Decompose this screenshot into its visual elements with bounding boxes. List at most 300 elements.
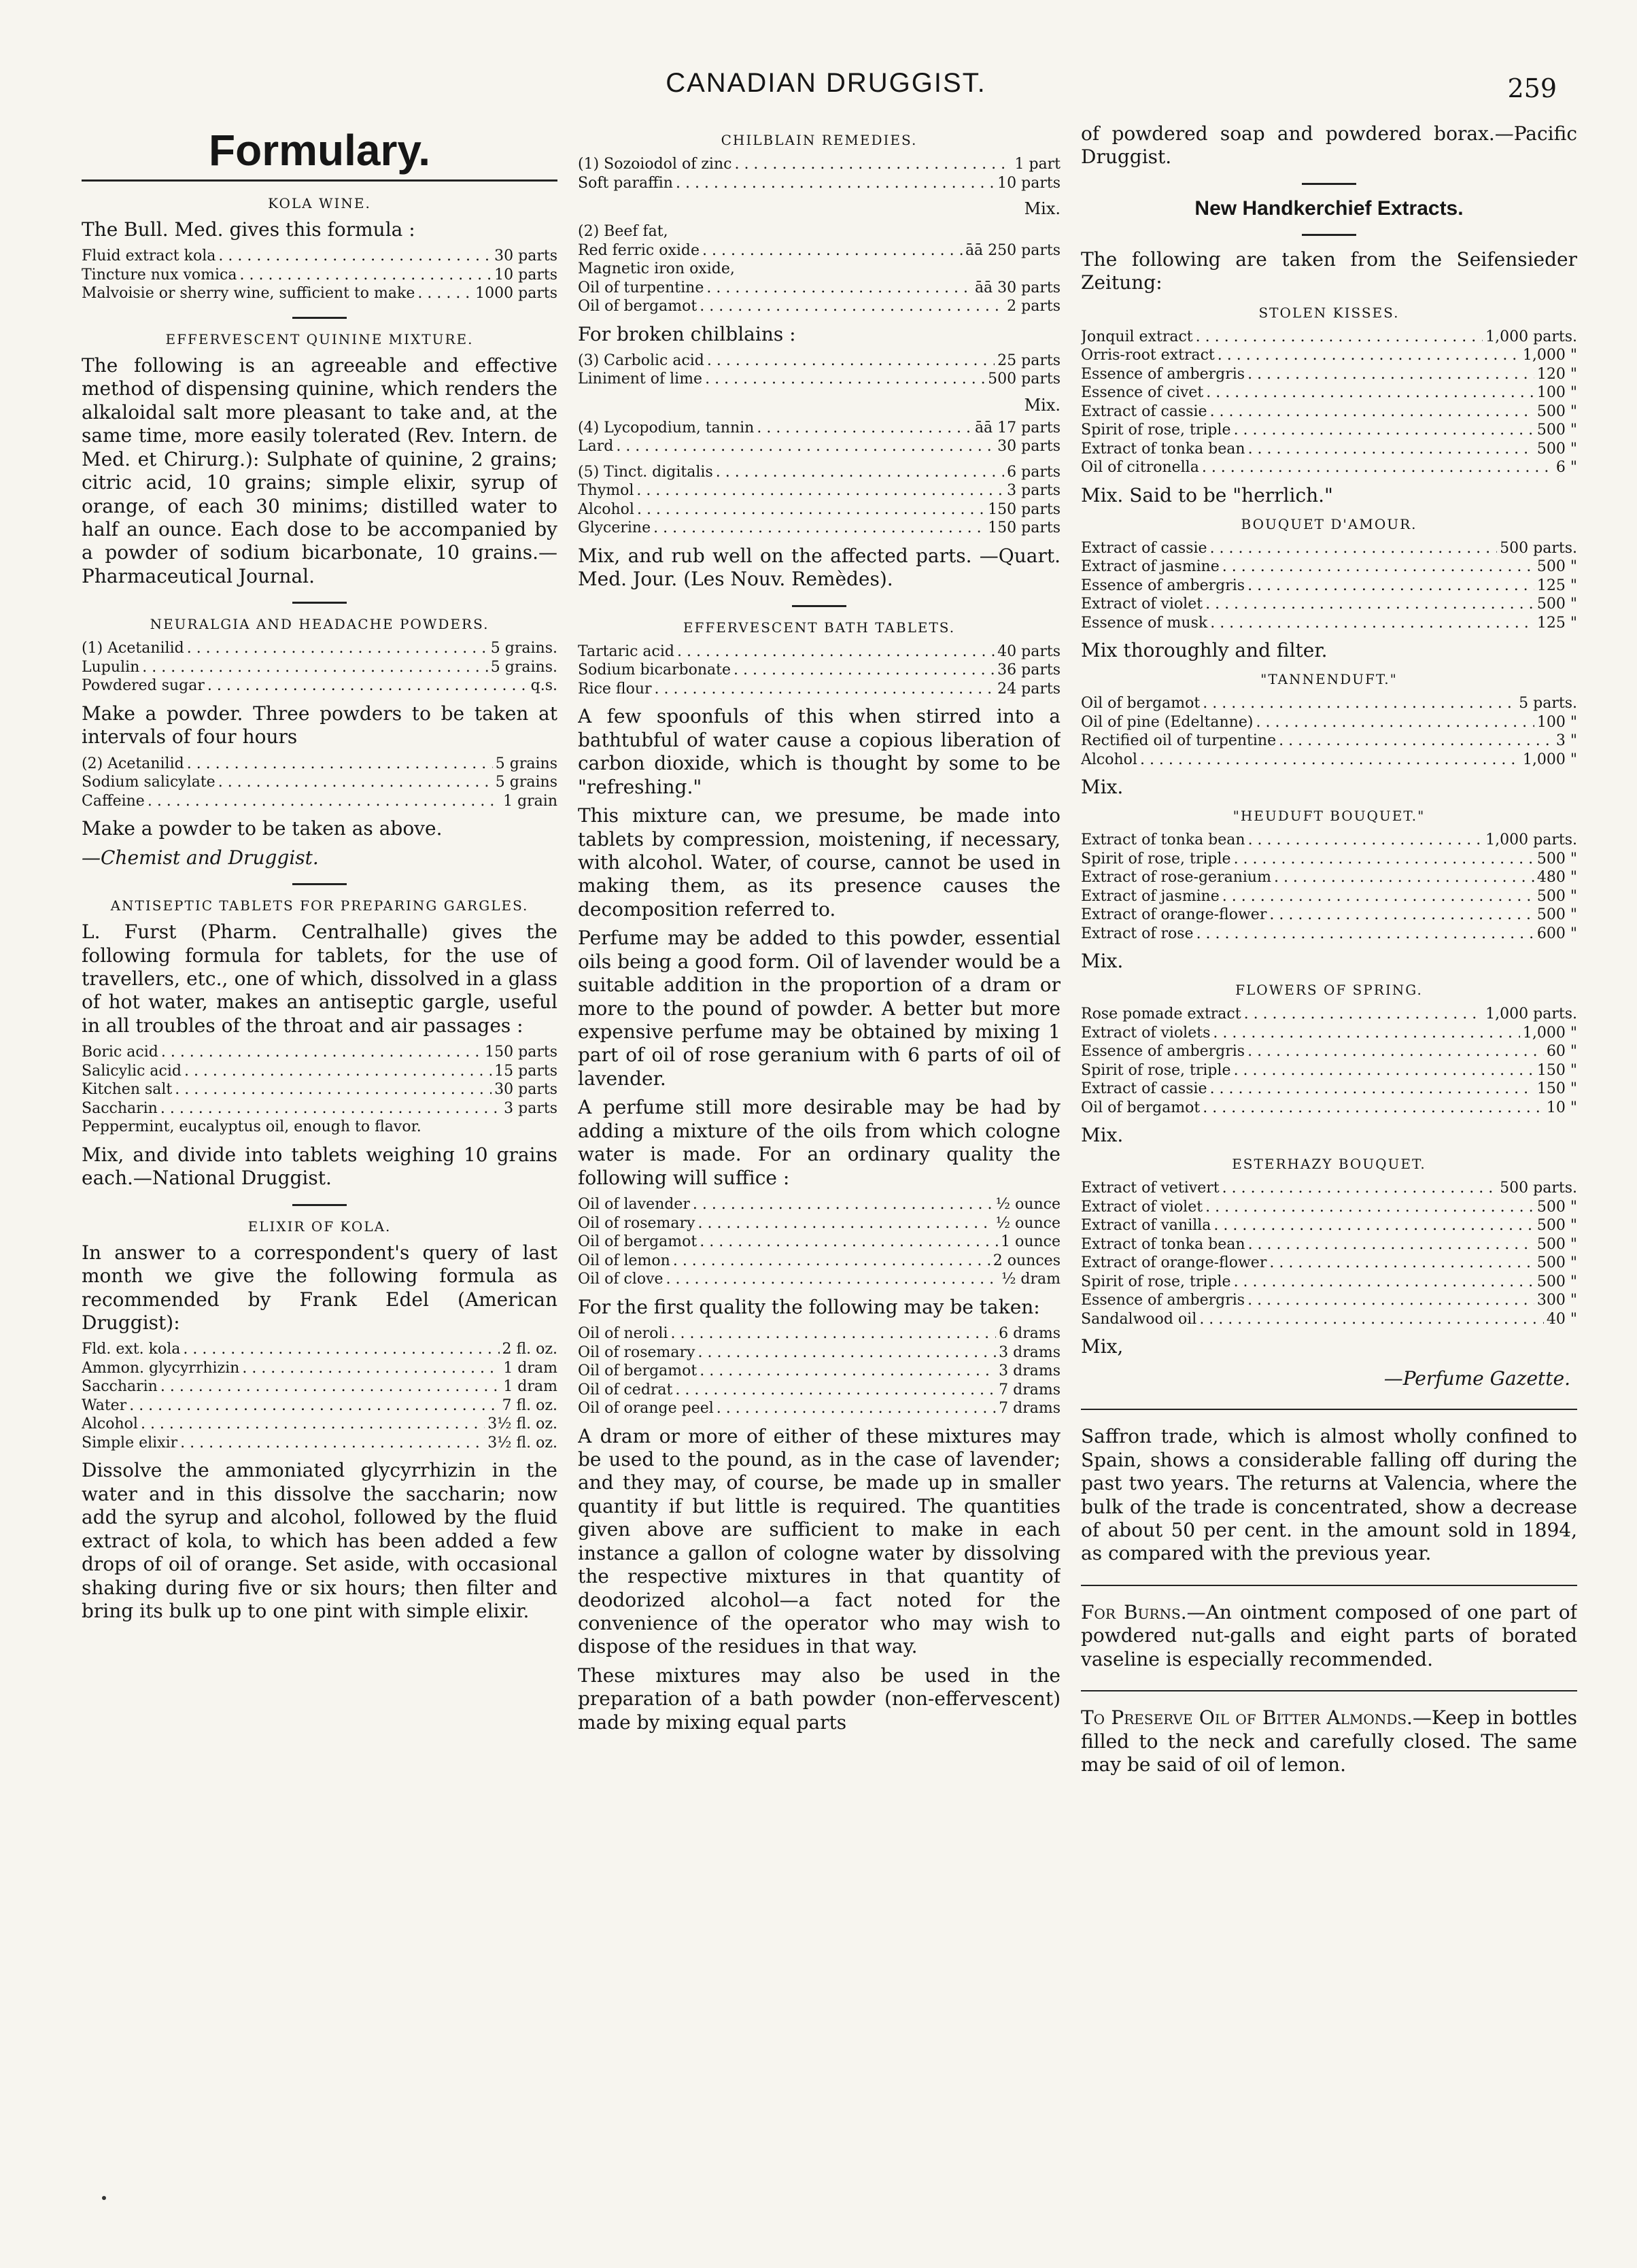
divider (1081, 1409, 1577, 1410)
ingredient-name: Essence of civet (1081, 384, 1204, 402)
ingredient-name: Essence of ambergris (1081, 1292, 1245, 1309)
ingredient-amount: 125 " (1536, 614, 1577, 632)
bath-recipe (578, 642, 1061, 699)
elixir-text: In answer to a correspondent's query of last month we give the following formula as recommended by Frank Edel (American Druggist): (82, 1241, 557, 1334)
ingredient-name: Extract of violet (1081, 1198, 1203, 1216)
ingredient-amount: 150 " (1536, 1061, 1577, 1079)
ingredient-row (578, 437, 1061, 456)
ingredient-name: Sandalwood oil (1081, 1310, 1197, 1328)
ingredient-row (578, 1381, 1061, 1400)
dot-leader (148, 792, 500, 811)
ingredient-name: Rectified oil of turpentine (1081, 732, 1277, 750)
ingredient-name: Extract of violets (1081, 1024, 1211, 1042)
dot-leader (180, 1434, 485, 1453)
dot-leader (1196, 328, 1483, 347)
ingredient-name: Oil of bergamot (578, 1233, 697, 1251)
ingredient-row (578, 481, 1061, 500)
column-2 (578, 122, 1061, 2216)
divider (1302, 183, 1356, 185)
dot-leader (1210, 539, 1498, 558)
ingredient-amount: 500 " (1536, 1254, 1577, 1272)
ingredient-amount: ½ ounce (995, 1214, 1061, 1232)
ingredient-row (1081, 850, 1577, 869)
ingredient-name: Oil of orange peel (578, 1400, 714, 1417)
ingredient-name: Magnetic iron oxide, (578, 260, 735, 277)
chilblain-recipe-4 (578, 419, 1061, 456)
dot-leader (1269, 1254, 1534, 1273)
ingredient-name: Oil of lemon (578, 1252, 670, 1269)
ingredient-row (578, 1270, 1061, 1289)
dot-leader (1269, 906, 1534, 925)
ingredient-row (82, 1062, 557, 1081)
ingredient-amount: 125 " (1536, 577, 1577, 594)
dot-leader (242, 1359, 500, 1378)
ingredient-row (1081, 1061, 1577, 1080)
page-header (82, 68, 1570, 116)
bath-p1: A few spoonfuls of this when stirred into a bathtubful of water cause a copious liberation of carbon dioxide, which is thought by some to be "refreshing." (578, 705, 1061, 798)
ingredient-name: Salicylic acid (82, 1062, 182, 1080)
ingredient-name: Alcohol (578, 500, 634, 518)
cologne-first-recipe (578, 1324, 1061, 1418)
ingredient-row (1081, 1179, 1577, 1198)
ingredient-row (578, 1362, 1061, 1381)
ingredient-row (82, 1080, 557, 1099)
ingredient-row (578, 1195, 1061, 1214)
ingredient-row (578, 680, 1061, 699)
ingredient-row (1081, 1024, 1577, 1043)
ingredient-name: Spirit of rose, triple (1081, 1273, 1231, 1290)
ingredient-amount: 1 ounce (1001, 1233, 1061, 1251)
ingredient-name: (1) Acetanilid (82, 640, 184, 657)
heuduft-mix: Mix. (1081, 950, 1124, 973)
dot-leader (1248, 831, 1483, 850)
ingredient-name: Sodium bicarbonate (578, 662, 731, 679)
ingredient-name: Liniment of lime (578, 371, 703, 388)
ingredient-row (82, 1434, 557, 1453)
handkerchief-intro: The following are taken from the Seifensieder Zeitung: (1081, 247, 1577, 294)
continued-text: of powdered soap and powdered borax.—Pacific Druggist. (1081, 122, 1577, 169)
dot-leader (1248, 440, 1534, 459)
heading-bath: EFFERVESCENT BATH TABLETS. (683, 619, 956, 636)
ingredient-name: Rose pomade extract (1081, 1006, 1241, 1023)
ingredient-amount: 500 " (1536, 1198, 1577, 1216)
ingredient-amount: 500 " (1536, 850, 1577, 867)
dot-leader (734, 661, 995, 680)
ingredient-row (1081, 1254, 1577, 1273)
ingredient-amount: 7 drams (999, 1400, 1061, 1417)
heading-kola-wine: KOLA WINE. (268, 195, 371, 211)
ingredient-row (1081, 887, 1577, 906)
ingredient-row (82, 1359, 557, 1378)
ingredient-amount: 10 parts (494, 266, 557, 284)
ingredient-amount: 150 parts (988, 519, 1061, 537)
kola-wine-intro: The Bull. Med. gives this formula : (82, 218, 415, 241)
ingredient-name: Fld. ext. kola (82, 1341, 181, 1358)
heading-flowers-spring: FLOWERS OF SPRING. (1235, 982, 1423, 999)
ingredient-amount: 1 grain (503, 792, 557, 810)
ingredient-row (1081, 1291, 1577, 1310)
ingredient-name: Orris-root extract (1081, 347, 1215, 364)
ingredient-row (578, 370, 1061, 389)
ingredient-row (1081, 1216, 1577, 1235)
ingredient-amount: 3 parts (504, 1099, 557, 1117)
ingredient-amount: 600 " (1536, 925, 1577, 942)
ingredient-row (82, 1099, 557, 1118)
ingredient-row (1081, 595, 1577, 614)
section-title: Formulary. (209, 126, 430, 175)
ingredient-amount: 30 parts (494, 1081, 557, 1099)
ingredient-row (1081, 1099, 1577, 1118)
dot-leader (160, 1099, 501, 1118)
ingredient-name: Spirit of rose, triple (1081, 422, 1231, 439)
ingredient-name: Oil of clove (578, 1271, 664, 1288)
ingredient-amount: 40 parts (997, 642, 1061, 660)
ingredient-amount: 480 " (1536, 869, 1577, 887)
dot-leader (653, 519, 985, 538)
bath-p4: A perfume still more desirable may be had by adding a mixture of the oils from which cologne water is made. For an ordinary quality the following will suffice : (578, 1096, 1061, 1189)
ingredient-row (1081, 440, 1577, 459)
heading-antiseptic: ANTISEPTIC TABLETS FOR PREPARING GARGLES. (110, 897, 529, 914)
ingredient-row (1081, 365, 1577, 384)
ingredient-name: (4) Lycopodium, tannin (578, 419, 755, 436)
page-number: 259 (1507, 73, 1557, 103)
dot-leader (1210, 402, 1534, 422)
dot-leader (677, 642, 995, 662)
ingredient-amount: ½ ounce (995, 1196, 1061, 1214)
ingredient-row (1081, 1273, 1577, 1292)
ingredient-row (1081, 614, 1577, 633)
dot-leader (1206, 383, 1534, 402)
ingredient-row (578, 222, 1061, 241)
ingredient-amount: 120 " (1536, 365, 1577, 383)
ingredient-row (1081, 346, 1577, 365)
ingredient-amount: 500 " (1536, 1217, 1577, 1235)
ingredient-name: Spirit of rose, triple (1081, 850, 1231, 867)
ingredient-name: Saccharin (82, 1099, 158, 1117)
ingredient-row (1081, 694, 1577, 713)
bath-p7: These mixtures may also be used in the preparation of a bath powder (non-effervescent) made by mixing equal parts (578, 1664, 1061, 1734)
ingredient-name: Extract of jasmine (1081, 558, 1220, 576)
ingredient-amount: 1000 parts (475, 285, 557, 303)
dot-leader (1199, 1310, 1544, 1329)
ingredient-name: Extract of orange-flower (1081, 906, 1267, 924)
neuralgia-text-2: Make a powder to be taken as above. (82, 817, 443, 840)
chilblain-recipe-5 (578, 463, 1061, 538)
column-3 (1081, 122, 1577, 2216)
esterhazy-source: —Perfume Gazette. (1383, 1367, 1570, 1390)
dot-leader (655, 680, 995, 699)
ingredient-name: Extract of tonka bean (1081, 831, 1245, 849)
ingredient-row (578, 297, 1061, 316)
ingredient-name: Lard (578, 438, 614, 456)
ingredient-amount: 3 drams (999, 1343, 1061, 1361)
dot-leader (184, 1062, 492, 1081)
dot-leader (1279, 732, 1553, 751)
ingredient-name: Powdered sugar (82, 677, 205, 695)
ingredient-row (82, 1118, 557, 1137)
ingredient-name: Simple elixir (82, 1434, 178, 1451)
flowers-spring-mix: Mix. (1081, 1124, 1124, 1147)
ingredient-amount: 1,000 " (1522, 1024, 1577, 1042)
ingredient-amount: 3½ fl. oz. (487, 1415, 557, 1433)
ingredient-amount: 30 parts (997, 438, 1061, 456)
ingredient-amount: 500 " (1536, 1273, 1577, 1290)
bouquet-damour-recipe (1081, 539, 1577, 633)
dot-leader (637, 500, 985, 519)
elixir-recipe (82, 1340, 557, 1452)
ingredient-amount: 60 " (1546, 1043, 1577, 1061)
ingredient-name: Extract of tonka bean (1081, 1235, 1245, 1253)
dot-leader (417, 284, 472, 303)
ingredient-amount: 10 parts (997, 174, 1061, 192)
dot-leader (1234, 421, 1534, 440)
heading-heuduft: "HEUDUFT BOUQUET." (1233, 808, 1426, 825)
ingredient-row (82, 266, 557, 285)
ingredient-row (1081, 1235, 1577, 1254)
ingredient-row (578, 351, 1061, 371)
ingredient-name: Red ferric oxide (578, 241, 700, 259)
ingredient-row (578, 1324, 1061, 1343)
stolen-kisses-recipe (1081, 328, 1577, 477)
ingredient-row (578, 241, 1061, 260)
ingredient-amount: 500 " (1536, 558, 1577, 576)
ingredient-name: Water (82, 1396, 127, 1414)
ingredient-row (578, 519, 1061, 538)
ingredient-name: Extract of orange-flower (1081, 1254, 1267, 1272)
neuralgia-recipe-1 (82, 639, 557, 695)
dot-leader (183, 1340, 499, 1359)
almonds-lead: To Preserve Oil of Bitter Almonds. (1081, 1706, 1413, 1730)
dot-leader (218, 773, 493, 792)
ingredient-name: Fluid extract kola (82, 247, 216, 265)
ingredient-amount: 100 " (1536, 713, 1577, 731)
ingredient-name: Kitchen salt (82, 1081, 173, 1099)
ingredient-name: Sodium salicylate (82, 774, 216, 791)
dot-leader (1205, 1198, 1534, 1217)
ingredient-amount: 150 parts (485, 1044, 557, 1061)
running-head: CANADIAN DRUGGIST. (666, 68, 986, 98)
ingredient-amount: 36 parts (997, 662, 1061, 679)
ingredient-name: Alcohol (1081, 751, 1137, 768)
title-rule (82, 179, 557, 182)
dot-leader (734, 155, 1012, 174)
dot-leader (1140, 751, 1520, 770)
heading-chilblain: CHILBLAIN REMEDIES. (721, 132, 918, 148)
ingredient-name: Thymol (578, 482, 634, 500)
ingredient-name: Extract of cassie (1081, 1080, 1207, 1098)
dot-leader (700, 1233, 998, 1252)
ingredient-amount: 500 " (1536, 906, 1577, 924)
ingredient-amount: 1,000 parts. (1485, 831, 1577, 849)
ingredient-amount: 6 drams (999, 1325, 1061, 1342)
ingredient-row (578, 1233, 1061, 1252)
ingredient-name: Oil of neroli (578, 1325, 668, 1342)
elixir-text-2: Dissolve the ammoniated glycyrrhizin in the water and in this dissolve the saccharin; now add the syrup and alcohol, followed by the fluid extract of kola, to which has been added a few drops of oil of orange. Set aside, with occasional shaking during five or six hours; then filter and bring its bulk up to one pint with simple elixir. (82, 1459, 557, 1622)
almonds-text: —Keep in bottles filled to the neck and carefully closed. The same may be said of oil of lemon. (1081, 1706, 1577, 1776)
dot-leader (207, 676, 528, 695)
broken-chilblains: For broken chilblains : (578, 322, 796, 345)
ingredient-amount: 5 grains (495, 774, 557, 791)
ingredient-name: Oil of turpentine (578, 279, 704, 296)
ingredient-amount: 15 parts (494, 1062, 557, 1080)
ingredient-name: Peppermint, eucalyptus oil, enough to flavor. (82, 1118, 421, 1136)
dot-leader (1202, 458, 1553, 477)
ingredient-row (1081, 1310, 1577, 1329)
ingredient-row (1081, 906, 1577, 925)
ingredient-row (82, 247, 557, 266)
dot-leader (636, 481, 1004, 500)
ingredient-name: Oil of bergamot (578, 298, 697, 315)
ingredient-amount: 150 parts (988, 500, 1061, 518)
ingredient-row (82, 755, 557, 774)
dot-leader (717, 1399, 996, 1418)
dot-leader (1256, 713, 1534, 732)
ingredient-amount: 1 part (1014, 156, 1061, 173)
ingredient-name: Jonquil extract (1081, 328, 1193, 345)
dot-leader (1205, 595, 1534, 614)
dot-leader (1203, 694, 1516, 713)
flowers-spring-recipe (1081, 1005, 1577, 1117)
heading-tannenduft: "TANNENDUFT." (1260, 671, 1398, 688)
stolen-kisses-mix: Mix. Said to be "herrlich." (1081, 483, 1333, 506)
dot-leader (142, 658, 488, 677)
ingredient-amount: 500 " (1536, 402, 1577, 420)
neuralgia-recipe-2 (82, 755, 557, 811)
ingredient-row (82, 284, 557, 303)
dot-leader (187, 639, 488, 658)
bouquet-damour-mix: Mix thoroughly and filter. (1081, 639, 1328, 662)
dot-leader (175, 1080, 492, 1099)
ingredient-name: Extract of cassie (1081, 539, 1207, 557)
dot-leader (160, 1377, 501, 1396)
ingredient-name: Tincture nux vomica (82, 266, 237, 284)
dot-leader (700, 1362, 996, 1381)
ingredient-row (578, 279, 1061, 298)
ingredient-name: Oil of cedrat (578, 1381, 673, 1398)
heading-esterhazy: ESTERHAZY BOUQUET. (1232, 1156, 1426, 1173)
ingredient-name: (1) Sozoiodol of zinc (578, 156, 732, 173)
esterhazy-recipe (1081, 1179, 1577, 1328)
dot-leader (141, 1415, 485, 1434)
ingredient-amount: ½ dram (1001, 1271, 1061, 1288)
ingredient-name: Oil of rosemary (578, 1214, 695, 1232)
ingredient-name: Glycerine (578, 519, 651, 537)
ingredient-amount: 1 dram (503, 1378, 557, 1396)
dot-leader (616, 437, 995, 456)
ingredient-amount: q.s. (530, 677, 557, 695)
ingredient-amount: 1,000 " (1522, 751, 1577, 768)
dot-leader (1222, 1179, 1498, 1198)
ingredient-amount: 7 drams (999, 1381, 1061, 1398)
ingredient-amount: 5 parts. (1519, 695, 1577, 712)
ingredient-row (578, 1214, 1061, 1233)
ingredient-name: (5) Tinct. digitalis (578, 463, 713, 481)
ingredient-amount: 500 parts. (1500, 539, 1577, 557)
bath-p5: For the first quality the following may be taken: (578, 1295, 1040, 1318)
ingredient-row (82, 1377, 557, 1396)
ingredient-row (1081, 713, 1577, 732)
heading-elixir: ELIXIR OF KOLA. (247, 1218, 392, 1235)
dot-leader (161, 1043, 482, 1062)
divider (1081, 1585, 1577, 1586)
mix-note: Mix. (1024, 199, 1061, 218)
dot-leader (1196, 925, 1534, 944)
quinine-text: The following is an agreeable and effective method of dispensing quinine, which renders the alkaloidal salt more pleasant to take and, at the same time, more easily tolerated (Rev. Intern. de Med. et Chirurg.): Sulphate of quinine, 2 grains; citric acid, 10 grains; simple elixir, syrup of orange, of each 30 minims; distilled water to half an ounce. Each dose to be accompanied by a powder of sodium bicarbonate, 10 grains.—Pharmaceutical Journal. (82, 354, 557, 587)
dot-leader (700, 297, 1004, 316)
ingredient-amount: 5 grains. (490, 640, 557, 657)
burns-paragraph (1081, 1601, 1577, 1671)
divider (1081, 1690, 1577, 1691)
ingredient-name: Lupulin (82, 658, 140, 676)
ingredient-amount: 1,000 parts. (1485, 1006, 1577, 1023)
ingredient-name: Oil of lavender (578, 1196, 690, 1214)
ingredient-amount: 500 parts. (1500, 1180, 1577, 1197)
ingredient-name: Extract of vetivert (1081, 1180, 1220, 1197)
dot-leader (676, 174, 995, 193)
ingredient-name: Oil of bergamot (1081, 1099, 1201, 1116)
ingredient-amount: āā 30 parts (974, 279, 1061, 296)
ingredient-amount: 2 fl. oz. (502, 1341, 557, 1358)
divider (1302, 234, 1356, 236)
dot-leader (1244, 1005, 1483, 1024)
ingredient-name: Essence of ambergris (1081, 1043, 1245, 1061)
burns-text: —An ointment composed of one part of powdered nut-galls and eight parts of borated vaseline is especially recommended. (1081, 1600, 1577, 1670)
bath-p3: Perfume may be added to this powder, essential oils being a good form. Oil of lavender would be a suitable addition in the proportion of a dram or more to the pound of powder. A better but more expensive perfume may be obtained by mixing 1 part of oil of rose geranium with 6 parts of oil of lavender. (578, 927, 1061, 1090)
ingredient-amount: 100 " (1536, 384, 1577, 402)
antiseptic-text-2: Mix, and divide into tablets weighing 10 grains each.—National Druggist. (82, 1143, 557, 1190)
stray-mark (102, 2196, 106, 2200)
ingredient-row (82, 792, 557, 811)
heading-neuralgia: NEURALGIA AND HEADACHE POWDERS. (150, 616, 489, 633)
ingredient-row (1081, 1080, 1577, 1099)
dot-leader (675, 1381, 996, 1400)
ingredient-amount: 1,000 " (1522, 347, 1577, 364)
cologne-ordinary-recipe (578, 1195, 1061, 1289)
ingredient-amount: 500 " (1536, 1235, 1577, 1253)
dot-leader (1210, 1080, 1534, 1099)
ingredient-row (1081, 328, 1577, 347)
ingredient-name: Extract of violet (1081, 596, 1203, 613)
dot-leader (702, 241, 963, 260)
ingredient-name: Oil of rosemary (578, 1343, 695, 1361)
chilblain-recipe-3 (578, 351, 1061, 389)
ingredient-amount: 5 grains. (490, 658, 557, 676)
chilblain-recipe-2 (578, 222, 1061, 316)
dot-leader (1210, 614, 1534, 633)
almonds-paragraph (1081, 1706, 1577, 1776)
ingredient-amount: 24 parts (997, 680, 1061, 698)
ingredient-row (578, 1399, 1061, 1418)
ingredient-amount: 300 " (1536, 1292, 1577, 1309)
ingredient-row (1081, 458, 1577, 477)
dot-leader (706, 279, 972, 298)
dot-leader (1213, 1216, 1534, 1235)
antiseptic-text: L. Furst (Pharm. Centralhalle) gives the following formula for tablets, for the use of travellers, etc., one of which, dissolved in a glass of hot water, makes an antiseptic gargle, useful in all troubles of the throat and air passages : (82, 921, 557, 1037)
ingredient-name: Oil of citronella (1081, 459, 1199, 477)
ingredient-row (578, 1343, 1061, 1362)
ingredient-name: Saccharin (82, 1378, 158, 1396)
ingredient-row (578, 419, 1061, 438)
ingredient-amount: 500 " (1536, 887, 1577, 905)
ingredient-amount: 3½ fl. oz. (487, 1434, 557, 1451)
ingredient-name: (3) Carbolic acid (578, 351, 704, 369)
ingredient-row (578, 155, 1061, 174)
ingredient-amount: 3 " (1555, 732, 1577, 750)
dot-leader (707, 351, 995, 371)
ingredient-row (1081, 1005, 1577, 1024)
ingredient-row (1081, 539, 1577, 558)
ingredient-amount: 10 " (1546, 1099, 1577, 1116)
